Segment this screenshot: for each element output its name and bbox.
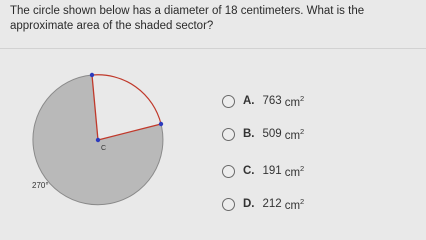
choice-unit: $cm^2$: [284, 163, 305, 179]
choice-b[interactable]: [222, 124, 304, 144]
center-point: [96, 138, 100, 142]
arc-point-top: [90, 73, 94, 77]
choice-letter: B.: [243, 128, 255, 140]
choice-unit: $cm^2$: [284, 126, 305, 142]
choice-a[interactable]: [222, 91, 304, 111]
choice-value: 191: [262, 165, 282, 177]
choice-letter: C.: [243, 165, 255, 177]
radio-button-b[interactable]: [222, 128, 235, 141]
radio-button-a[interactable]: [222, 95, 235, 108]
choice-d[interactable]: [222, 194, 304, 214]
angle-label: 270°: [32, 181, 49, 190]
choice-unit: $cm^2$: [284, 93, 305, 109]
choice-letter: D.: [243, 198, 255, 210]
question-text: The circle shown below has a diameter of 18 centimeters. What is the approximate area of the shaded sector?: [10, 5, 365, 32]
choice-c[interactable]: [222, 161, 304, 181]
radio-button-d[interactable]: [222, 198, 235, 211]
divider: [0, 48, 426, 49]
unshaded-arc: [92, 75, 161, 124]
choice-value: 212: [262, 198, 282, 210]
choice-letter: A.: [243, 95, 255, 107]
circle-sector-figure: [0, 60, 200, 218]
choice-value: 763: [262, 95, 282, 107]
arc-point-right: [159, 122, 163, 126]
choice-unit: $cm^2$: [284, 196, 305, 212]
radio-button-c[interactable]: [222, 165, 235, 178]
choice-value: 509: [262, 128, 282, 140]
center-label: C: [101, 145, 107, 152]
